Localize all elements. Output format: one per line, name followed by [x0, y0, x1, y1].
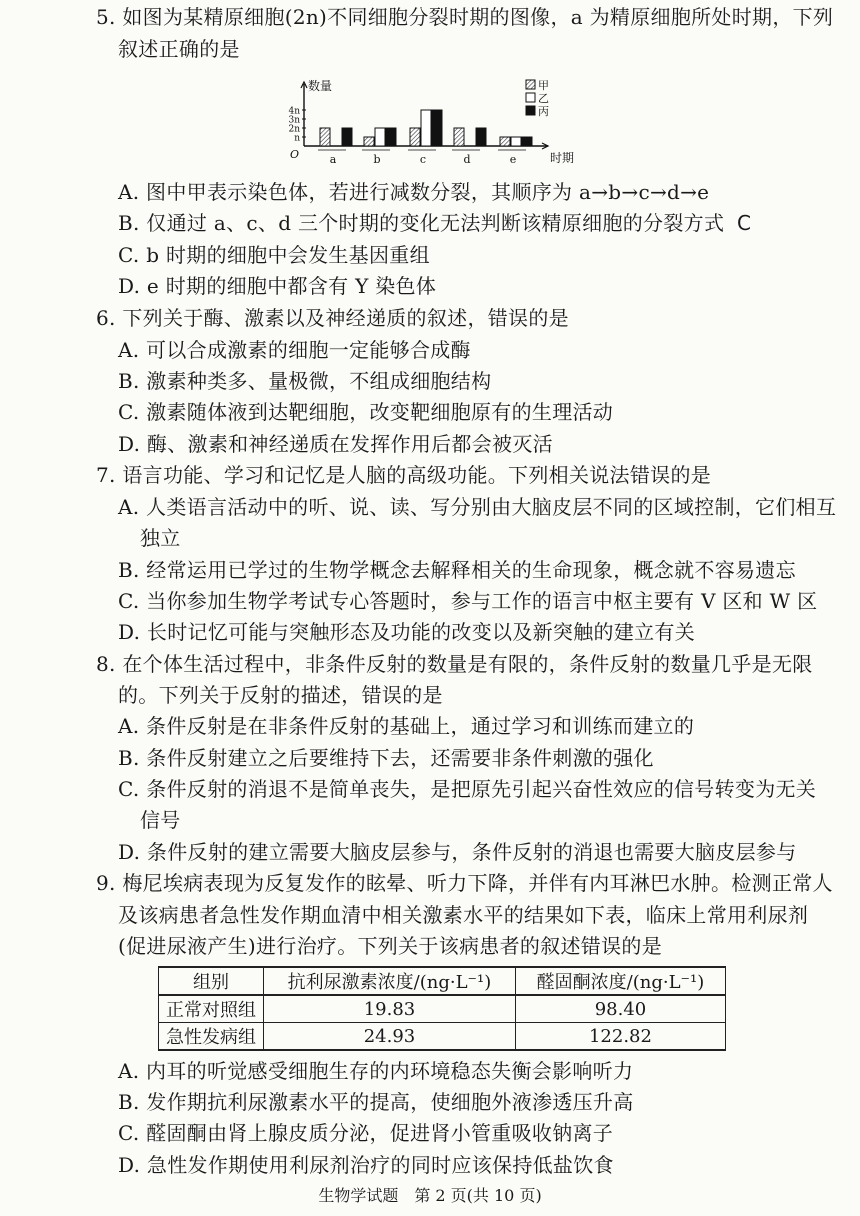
table-cell: 98.40 — [515, 995, 725, 1023]
legend-label: 甲 — [538, 79, 549, 92]
q7-stem: 7. 语言功能、学习和记忆是人脑的高级功能。下列相关说法错误的是 — [96, 463, 712, 487]
q6-option-d: D. 酶、激素和神经递质在发挥作用后都会被灭活 — [118, 432, 553, 456]
q7-option-b: B. 经常运用已学过的生物学概念去解释相关的生命现象，概念就不容易遗忘 — [118, 558, 796, 582]
table-cell: 急性发病组 — [159, 1023, 264, 1051]
x-tick-label: d — [463, 153, 471, 166]
table-cell: 24.93 — [264, 1023, 516, 1051]
q8-stem-line2: 的。下列关于反射的描述，错误的是 — [118, 683, 443, 707]
table-cell: 122.82 — [515, 1023, 725, 1051]
q9-option-d: D. 急性发作期使用利尿剂治疗的同时应该保持低盐饮食 — [118, 1153, 614, 1177]
legend-swatch — [526, 106, 535, 115]
bar-丙 — [342, 128, 352, 146]
q6-option-b: B. 激素种类多、量极微，不组成细胞结构 — [118, 369, 492, 393]
q9-stem-line1: 9. 梅尼埃病表现为反复发作的眩晕、听力下降，并伴有内耳淋巴水肿。检测正常人 — [96, 871, 833, 895]
q9-option-c: C. 醛固酮由肾上腺皮质分泌，促进肾小管重吸收钠离子 — [118, 1121, 614, 1145]
q7-option-d: D. 长时记忆可能与突触形态及功能的改变以及新突触的建立有关 — [118, 620, 696, 644]
q5-option-b-text: B. 仅通过 a、c、d 三个时期的变化无法判断该精原细胞的分裂方式 — [118, 211, 725, 235]
q9-option-b: B. 发作期抗利尿激素水平的提高，使细胞外液渗透压升高 — [118, 1090, 634, 1114]
q5-option-d: D. e 时期的细胞中都含有 Y 染色体 — [118, 274, 437, 298]
table-cell: 19.83 — [264, 995, 516, 1023]
cell-division-bar-chart — [276, 76, 596, 176]
legend-swatch — [526, 93, 535, 102]
bar-甲 — [320, 128, 330, 146]
y-tick-label: 4n — [288, 106, 300, 117]
q7-option-a: A. 人类语言活动中的听、说、读、写分别由大脑皮层不同的区域控制，它们相互 — [118, 495, 837, 519]
bar-甲 — [500, 137, 510, 146]
q5-option-a: A. 图中甲表示染色体，若进行减数分裂，其顺序为 a→b→c→d→e — [118, 180, 710, 204]
table-row — [159, 995, 726, 1023]
bar-乙 — [511, 137, 521, 146]
x-tick-label: c — [419, 153, 427, 166]
hormone-level-table — [158, 966, 726, 1051]
q6-option-a: A. 可以合成激素的细胞一定能够合成酶 — [118, 338, 471, 362]
q8-option-c: C. 条件反射的消退不是简单丧失，是把原先引起兴奋性效应的信号转变为无关 — [118, 777, 817, 801]
answer-mark: C — [736, 211, 752, 235]
legend-swatch — [526, 80, 535, 89]
q7-option-a-cont: 独立 — [140, 526, 181, 550]
table-row — [159, 1023, 726, 1051]
q8-option-a: A. 条件反射是在非条件反射的基础上，通过学习和训练而建立的 — [118, 714, 695, 738]
legend-label: 乙 — [538, 92, 549, 105]
q8-stem-line1: 8. 在个体生活过程中，非条件反射的数量是有限的，条件反射的数量几乎是无限 — [96, 652, 813, 676]
q9-stem-line3: (促进尿液产生)进行治疗。下列关于该病患者的叙述错误的是 — [118, 934, 663, 958]
x-tick-label: b — [373, 153, 381, 166]
table-header-adh: 抗利尿激素浓度/(ng·L⁻¹) — [264, 967, 516, 995]
q5-option-b — [118, 208, 751, 238]
bar-甲 — [454, 128, 464, 146]
y-tick-label: n — [294, 133, 300, 144]
bar-丙 — [386, 128, 396, 146]
bar-丙 — [522, 137, 532, 146]
page-footer: 生物学试题 第 2 页(共 10 页) — [318, 1186, 542, 1205]
bar-甲 — [410, 128, 420, 146]
origin-label: O — [290, 148, 300, 161]
bar-丙 — [476, 128, 486, 146]
q6-stem: 6. 下列关于酶、激素以及神经递质的叙述，错误的是 — [96, 306, 569, 330]
table-header-row — [159, 967, 726, 995]
y-axis-label: 数量 — [308, 79, 333, 93]
table-header-group: 组别 — [159, 967, 264, 995]
x-tick-label: a — [329, 153, 337, 166]
q5-stem-line1: 5. 如图为某精原细胞(2n)不同细胞分裂时期的图像，a 为精原细胞所处时期，下列 — [96, 5, 834, 29]
bar-甲 — [364, 137, 374, 146]
table-header-aldosterone: 醛固酮浓度/(ng·L⁻¹) — [515, 967, 725, 995]
bar-乙 — [375, 128, 385, 146]
q5-option-c: C. b 时期的细胞中会发生基因重组 — [118, 243, 430, 267]
bar-乙 — [421, 110, 431, 146]
q8-option-b: B. 条件反射建立之后要维持下去，还需要非条件刺激的强化 — [118, 746, 654, 770]
q7-option-c: C. 当你参加生物学考试专心答题时，参与工作的语言中枢主要有 V 区和 W 区 — [118, 589, 818, 613]
x-axis-label: 时期 — [550, 151, 575, 165]
q9-option-a: A. 内耳的听觉感受细胞生存的内环境稳态失衡会影响听力 — [118, 1059, 634, 1083]
q9-stem-line2: 及该病患者急性发作期血清中相关激素水平的结果如下表，临床上常用利尿剂 — [118, 903, 809, 927]
y-tick-label: 3n — [288, 115, 300, 126]
q6-option-c: C. 激素随体液到达靶细胞，改变靶细胞原有的生理活动 — [118, 400, 614, 424]
x-tick-label: e — [509, 153, 517, 166]
q8-option-c-cont: 信号 — [140, 808, 181, 832]
y-tick-label: 2n — [288, 124, 300, 135]
table-cell: 正常对照组 — [159, 995, 264, 1023]
q5-stem-line2: 叙述正确的是 — [118, 37, 240, 61]
q8-option-d: D. 条件反射的建立需要大脑皮层参与，条件反射的消退也需要大脑皮层参与 — [118, 840, 797, 864]
legend-label: 丙 — [538, 105, 549, 118]
bar-丙 — [432, 110, 442, 146]
